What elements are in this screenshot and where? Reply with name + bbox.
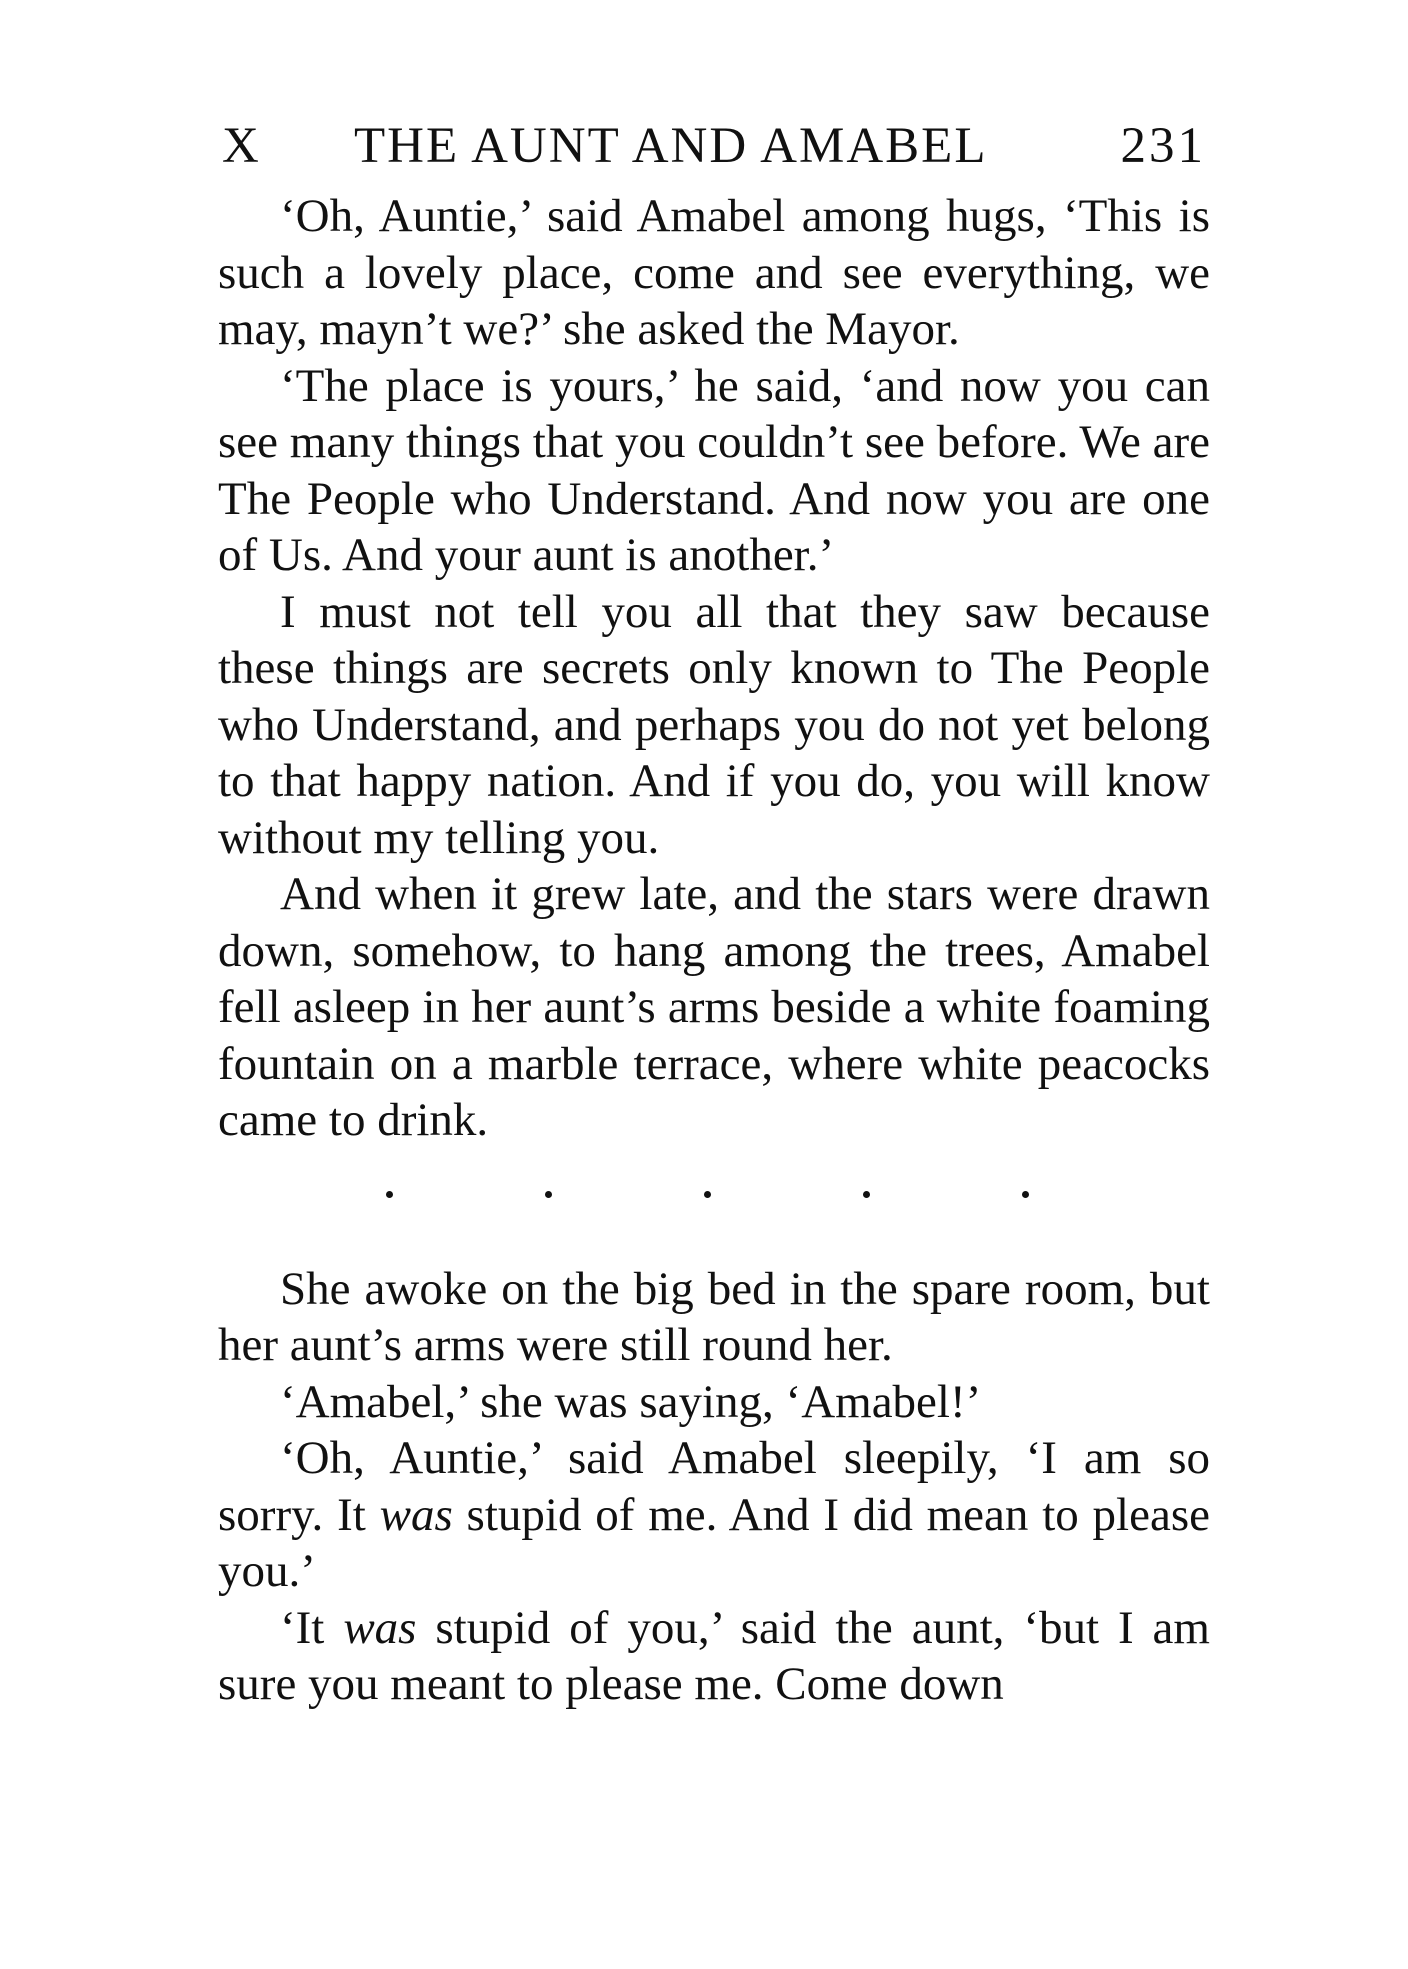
emphasis-text: was — [379, 1488, 453, 1541]
paragraph: ‘Amabel,’ she was saying, ‘Amabel!’ — [280, 1375, 982, 1428]
paragraph — [218, 1600, 1210, 1713]
body-text — [218, 188, 1210, 1713]
paragraph: ‘Oh, Auntie,’ said Amabel among hugs, ‘This is such a lovely place, come and see everything, we may, mayn’t we?’ she asked the Mayor. — [218, 190, 1210, 355]
paragraph — [218, 1430, 1210, 1600]
paragraph-text: stupid of you,’ said the aunt, ‘but I am sure you meant to please me. Come down — [218, 1601, 1210, 1710]
book-page — [218, 110, 1210, 1713]
page-number: 231 — [1120, 118, 1206, 174]
paragraph-text: ‘It — [280, 1601, 344, 1654]
section-break-dot — [704, 1191, 711, 1198]
paragraph: ‘The place is yours,’ he said, ‘and now you can see many things that you couldn’t see before. We are The People who Understand. And now you are one of Us. And your aunt is another.’ — [218, 359, 1210, 581]
section-break-dot — [386, 1191, 393, 1198]
section-break-dot — [863, 1191, 870, 1198]
section-break-dot — [545, 1191, 552, 1198]
section-break-dot — [1022, 1191, 1029, 1198]
running-head — [218, 110, 1210, 182]
paragraph: I must not tell you all that they saw because these things are secrets only known to The People who Understand, and perhaps you do not yet belong to that happy nation. And if you do, you will know without my telling you. — [218, 585, 1210, 864]
paragraph: She awoke on the big bed in the spare room, but her aunt’s arms were still round her. — [218, 1262, 1210, 1371]
chapter-title: THE AUNT AND AMABEL — [354, 118, 988, 174]
chapter-number: X — [222, 118, 260, 174]
paragraph-text: stupid of me. And I did mean to please you.’ — [218, 1488, 1210, 1597]
emphasis-text: was — [343, 1601, 417, 1654]
section-break — [218, 1149, 1210, 1261]
paragraph-text: ‘Oh, Auntie,’ said Amabel sleepily, ‘I am so sorry. It — [218, 1432, 1210, 1541]
paragraph: And when it grew late, and the stars were drawn down, somehow, to hang among the trees, Amabel fell asleep in her aunt’s arms beside a white foaming fountain on a marble terrace, where white peacocks came to drink. — [218, 868, 1210, 1146]
